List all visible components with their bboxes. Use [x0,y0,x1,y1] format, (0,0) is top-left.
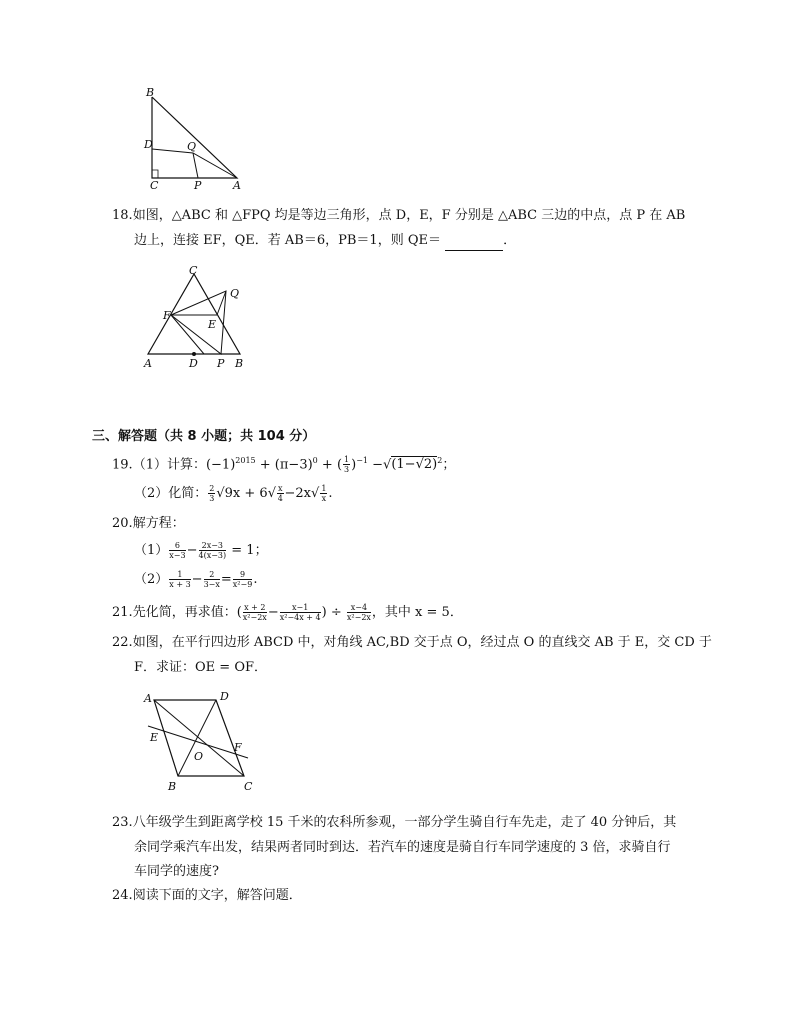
q24-number: 24. [112,888,133,903]
label-A: A [144,357,152,370]
section-heading: 三、解答题（共 8 小题；共 104 分） [92,429,316,444]
label-D: D [220,690,229,703]
figure-q17 [140,85,250,195]
label-B: B [235,357,244,370]
q22-line1: 22.如图，在平行四边形 ABCD 中，对角线 AC,BD 交于点 O，经过点 O 的直线交 AB 于 E，交 CD 于 [112,635,712,650]
label-A: A [233,179,241,192]
label-P: P [217,357,225,370]
label-C: C [150,179,159,192]
q22-number: 22. [112,635,133,650]
q23-line3: 车同学的速度? [134,864,219,879]
figure-q22 [140,688,260,798]
q24: 24.阅读下面的文字，解答问题． [112,888,302,903]
label-D: D [189,357,198,370]
label-D: D [144,138,153,151]
label-Q: Q [230,287,240,300]
q18-line2: 边上，连接 EF，QE．若 AB＝6，PB＝1，则 QE＝ ． [134,231,516,251]
fraction: $\frac{1}{3}$ [344,455,350,475]
label-O: O [194,750,204,763]
label-E: E [208,318,217,331]
q22-line2: F．求证：OE = OF． [134,660,268,675]
label-F: F [163,309,171,322]
label-F: F [234,741,242,754]
triangle-abc [152,97,237,178]
q23-line1: 23.八年级学生到距离学校 15 千米的农科所参观，一部分学生骑自行车先走，走了 40 分钟后，其 [112,815,677,830]
label-Q: Q [187,140,197,153]
figure-q18 [138,264,258,374]
q18-text-line1: 如图，△ABC 和 △FPQ 均是等边三角形，点 D，E，F 分别是 △ABC 三边的中点，点 P 在 AB [132,208,686,223]
q23-number: 23. [112,815,133,830]
label-A: A [144,692,152,705]
q20-part1: （1） $\frac{6}{x-3}$ − $\frac{2x-3}{4(x-3)}$ = 1； [134,541,268,560]
q18-text-line2: 边上，连接 EF，QE．若 AB＝6，PB＝1，则 QE＝ [134,233,441,248]
q19-number: 19. [112,457,133,473]
q19-part2: （2）化简： $\frac{2}{3}$ √9x + 6√ $\frac{x}{4}$ −2x√ $\frac{1}{x}$ . [134,484,333,503]
label-B: B [146,86,155,99]
q20-number: 20. [112,516,133,531]
label-C: C [244,780,253,793]
q23-line2: 余同学乘汽车出发，结果两者同时到达．若汽车的速度是骑自行车同学速度的 3 倍，求骑自行 [134,840,671,855]
q21-number: 21. [112,605,133,620]
q18-answer-blank[interactable] [445,238,503,251]
q21: 21.先化简，再求值：( $\frac{x + 2}{\text{x²−2x}}$ − $\frac{x-1}{\text{x²−4x + 4}}$ ) ÷ $\frac{x-4}{\text{x²−2x}}$ ，其中 x = 5． [112,603,463,622]
label-P: P [194,179,202,192]
q18-number: 18. [112,208,133,223]
q20-part2: （2） $\frac{1}{x + 3}$ − $\frac{2}{3-x}$ = $\frac{9}{\text{x²−9}}$ . [134,570,258,589]
label-E: E [150,731,159,744]
label-B: B [168,780,177,793]
label-C: C [189,264,198,277]
q19-part1: 19.（1）计算：$(-1)^{2015} + (\pi-3)^0$ + ( $\frac{1}{3}$ )$^{-1} -√(1-√2)^2$； [112,455,456,475]
q20-title: 20.解方程： [112,516,185,531]
q18-line1 [112,206,685,226]
